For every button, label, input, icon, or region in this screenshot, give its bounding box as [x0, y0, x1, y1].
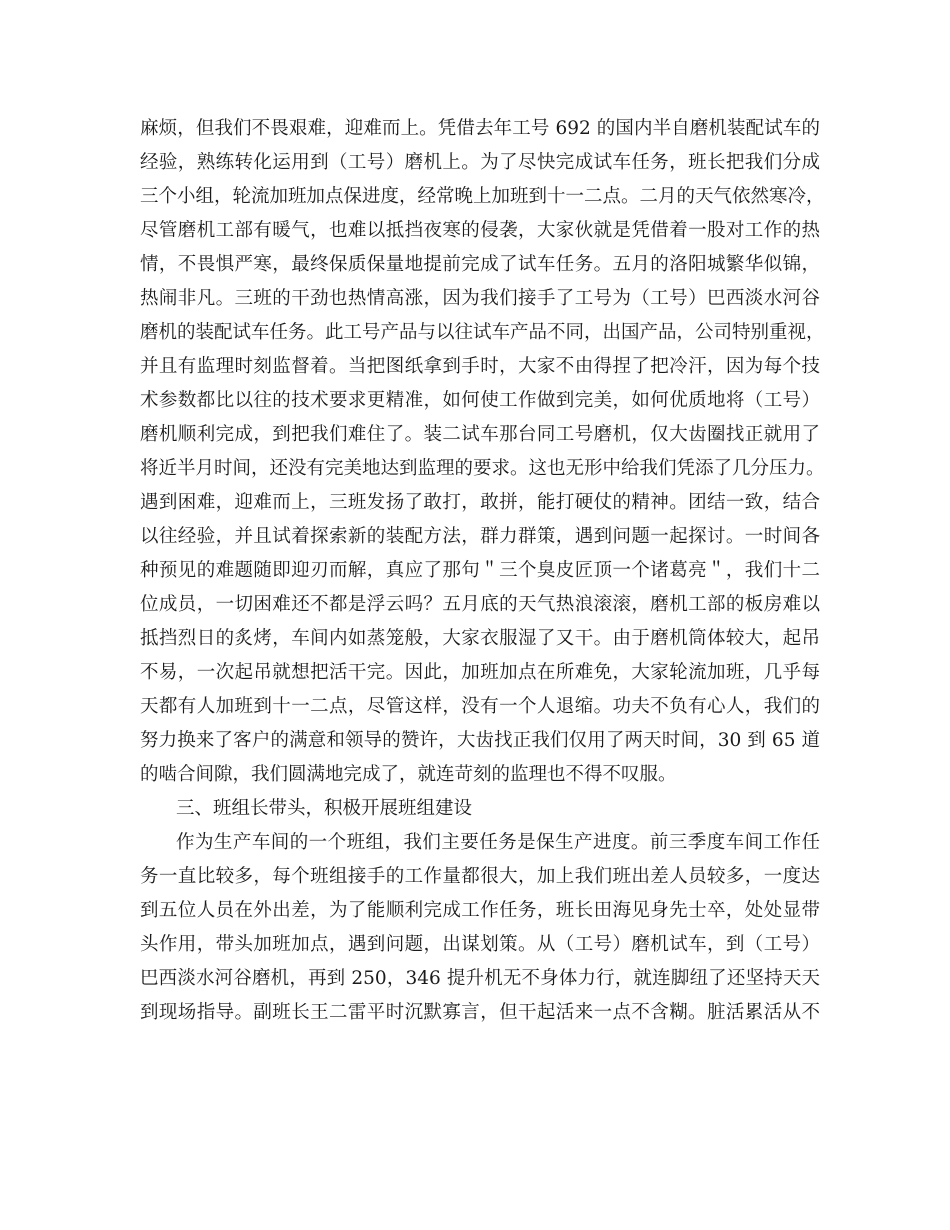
paragraph-line: 到现场指导。副班长王二雷平时沉默寡言，但干起活来一点不含糊。脏活累活从不 [140, 1002, 820, 1023]
paragraph-line: 到五位人员在外出差，为了能顺利完成工作任务，班长田海见身先士卒，处处显带 [140, 900, 820, 921]
paragraph-line: 术参数都比以往的技术要求更精准，如何使工作做到完美，如何优质地将（工号） [140, 390, 820, 411]
paragraph-line: 不易，一次起吊就想把活干完。因此，加班加点在所难免，大家轮流加班，几乎每 [140, 662, 820, 683]
paragraph-line: 务一直比较多，每个班组接手的工作量都很大，加上我们班出差人员较多，一度达 [140, 866, 820, 887]
paragraph-line: 的啮合间隙，我们圆满地完成了，就连苛刻的监理也不得不叹服。 [140, 764, 677, 785]
paragraph-line: 天都有人加班到十一二点，尽管这样，没有一个人退缩。功夫不负有心人，我们的 [140, 696, 820, 717]
section-heading: 三、班组长带头，积极开展班组建设 [176, 798, 473, 819]
paragraph-line: 努力换来了客户的满意和领导的赞许，大齿找正我们仅用了两天时间，30 到 65 道 [140, 730, 820, 751]
paragraph-line: 麻烦，但我们不畏艰难，迎难而上。凭借去年工号 692 的国内半自磨机装配试车的 [140, 118, 820, 139]
paragraph-line: 情，不畏惧严寒，最终保质保量地提前完成了试车任务。五月的洛阳城繁华似锦， [140, 254, 820, 275]
paragraph-line: 将近半月时间，还没有完美地达到监理的要求。这也无形中给我们凭添了几分压力。 [140, 458, 825, 479]
paragraph-line: 经验，熟练转化运用到（工号）磨机上。为了尽快完成试车任务，班长把我们分成 [140, 152, 820, 173]
paragraph-line: 磨机的装配试车任务。此工号产品与以往试车产品不同，出国产品，公司特别重视， [140, 322, 825, 343]
paragraph-line: 巴西淡水河谷磨机，再到 250，346 提升机无不身体力行，就连脚纽了还坚持天天 [140, 968, 820, 989]
paragraph-line: 头作用，带头加班加点，遇到问题，出谋划策。从（工号）磨机试车，到（工号） [140, 934, 820, 955]
paragraph-line: 并且有监理时刻监督着。当把图纸拿到手时，大家不由得捏了把冷汗，因为每个技 [140, 356, 820, 377]
paragraph-line: 三个小组，轮流加班加点保进度，经常晚上加班到十一二点。二月的天气依然寒冷， [140, 186, 825, 207]
paragraph-line: 抵挡烈日的炙烤，车间内如蒸笼般，大家衣服湿了又干。由于磨机筒体较大，起吊 [140, 628, 820, 649]
paragraph-line: 作为生产车间的一个班组，我们主要任务是保生产进度。前三季度车间工作任 [176, 832, 820, 853]
paragraph-line: 以往经验，并且试着探索新的装配方法，群力群策，遇到问题一起探讨。一时间各 [140, 526, 820, 547]
paragraph-line: 磨机顺利完成，到把我们难住了。装二试车那台同工号磨机，仅大齿圈找正就用了 [140, 424, 820, 445]
paragraph-line: 遇到困难，迎难而上，三班发扬了敢打，敢拼，能打硬仗的精神。团结一致，结合 [140, 492, 820, 513]
paragraph-line: 种预见的难题随即迎刃而解，真应了那句＂三个臭皮匠顶一个诸葛亮＂，我们十二 [140, 560, 820, 581]
paragraph-line: 位成员，一切困难还不都是浮云吗？五月底的天气热浪滚滚，磨机工部的板房难以 [140, 594, 820, 615]
paragraph-line: 热闹非凡。三班的干劲也热情高涨，因为我们接手了工号为（工号）巴西淡水河谷 [140, 288, 820, 309]
paragraph-line: 尽管磨机工部有暖气，也难以抵挡夜寒的侵袭，大家伙就是凭借着一股对工作的热 [140, 220, 820, 241]
